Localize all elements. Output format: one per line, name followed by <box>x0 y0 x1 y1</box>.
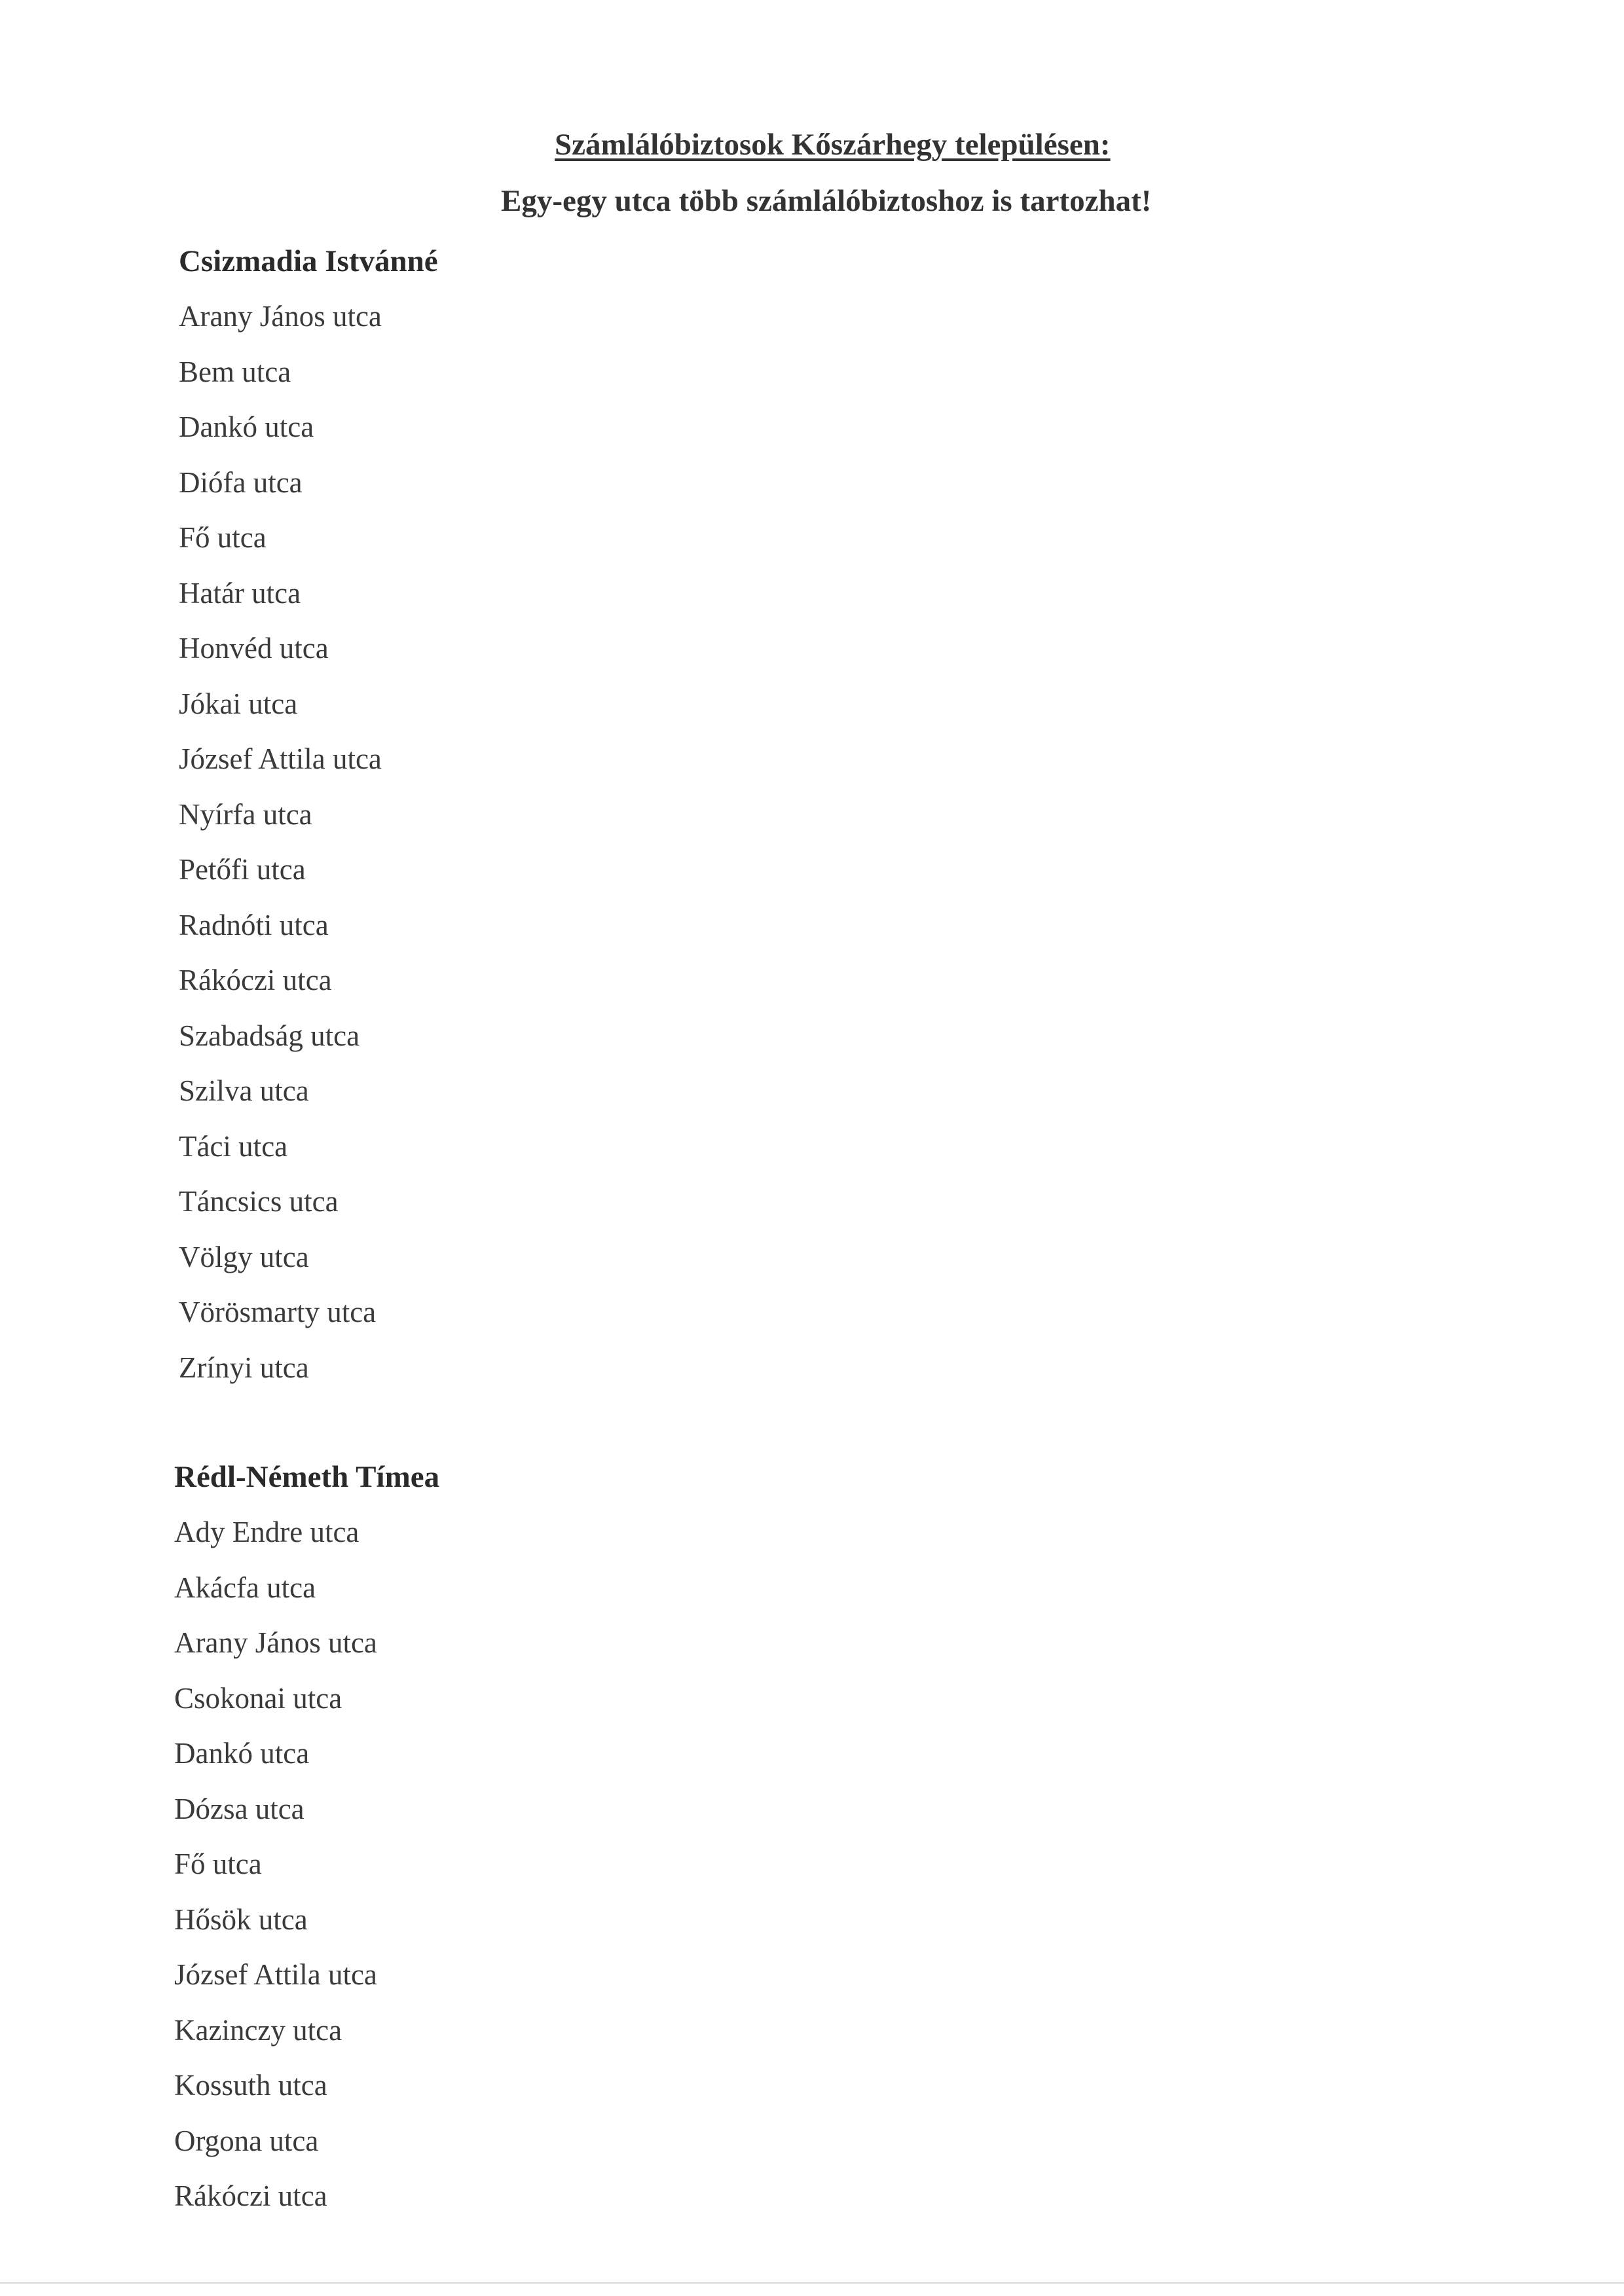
street-item: Petőfi utca <box>179 853 306 886</box>
street-item: Táncsics utca <box>179 1185 339 1218</box>
enumerator-section <box>174 1449 439 2224</box>
enumerator-name: Rédl-Németh Tímea <box>174 1460 440 1494</box>
street-item: Nyírfa utca <box>179 797 312 831</box>
street-item: Vörösmarty utca <box>179 1296 377 1328</box>
street-list <box>179 289 438 1395</box>
street-item: Ady Endre utca <box>174 1516 360 1548</box>
street-item: József Attila utca <box>179 742 382 775</box>
street-item: Szilva utca <box>179 1074 309 1107</box>
street-item: József Attila utca <box>174 1958 377 1991</box>
street-item: Kossuth utca <box>174 2069 327 2102</box>
street-item: Völgy utca <box>179 1240 309 1273</box>
page-subtitle: Egy-egy utca több számlálóbiztoshoz is tartozhat! <box>501 184 1152 218</box>
street-item: Határ utca <box>179 576 301 610</box>
street-item: Hősök utca <box>174 1903 308 1936</box>
street-item: Dózsa utca <box>174 1792 304 1825</box>
street-item: Diófa utca <box>179 465 303 499</box>
street-item: Fő utca <box>174 1848 262 1880</box>
street-item: Szabadság utca <box>179 1019 360 1052</box>
enumerator-name: Csizmadia Istvánné <box>179 244 438 278</box>
street-item: Radnóti utca <box>179 908 329 941</box>
street-item: Kazinczy utca <box>174 2013 342 2047</box>
street-item: Fő utca <box>179 521 267 554</box>
enumerator-section <box>179 234 438 1395</box>
street-item: Dankó utca <box>179 410 314 443</box>
page-title: Számlálóbiztosok Kőszárhegy településen: <box>555 128 1111 162</box>
scan-edge-line <box>0 2282 1624 2284</box>
street-item: Akácfa utca <box>174 1571 316 1604</box>
street-item: Arany János utca <box>179 300 382 333</box>
street-item: Honvéd utca <box>179 632 329 665</box>
street-item: Jókai utca <box>179 687 298 720</box>
street-item: Zrínyi utca <box>179 1351 309 1384</box>
street-item: Dankó utca <box>174 1737 310 1770</box>
street-item: Rákóczi utca <box>174 2179 327 2212</box>
street-item: Táci utca <box>179 1129 288 1163</box>
street-item: Csokonai utca <box>174 1681 342 1715</box>
street-item: Rákóczi utca <box>179 964 332 996</box>
street-item: Orgona utca <box>174 2124 319 2157</box>
street-item: Bem utca <box>179 355 291 388</box>
street-item: Arany János utca <box>174 1626 377 1659</box>
street-list <box>174 1504 439 2224</box>
